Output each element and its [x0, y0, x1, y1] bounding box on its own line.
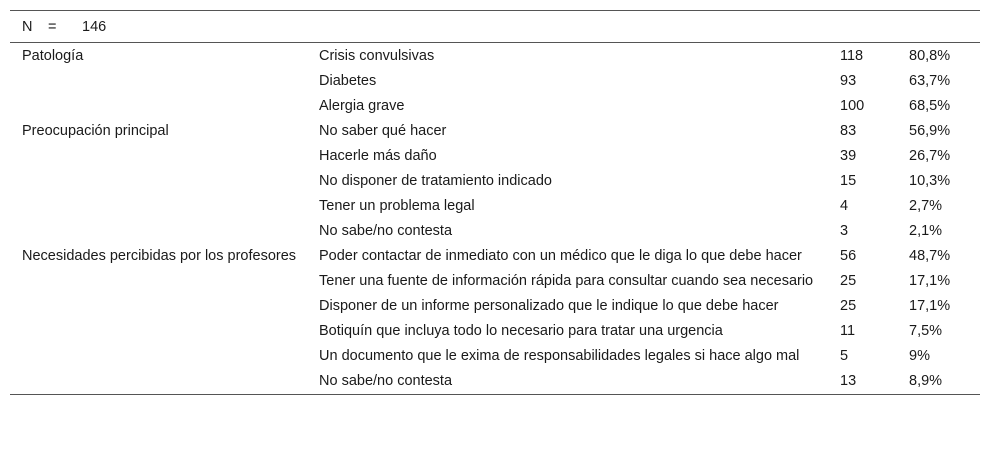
- percent-cell: 2,1%: [909, 223, 943, 239]
- count-cell: 39: [840, 148, 857, 164]
- percent-cell: 9%: [909, 348, 930, 364]
- percent-cell: 63,7%: [909, 73, 951, 89]
- table-row: [10, 69, 989, 94]
- item-cell: Tener un problema legal: [319, 198, 475, 214]
- percent-cell: 56,9%: [909, 123, 951, 139]
- category-cell: [10, 69, 319, 94]
- table-row: [10, 43, 989, 69]
- item-cell: Disponer de un informe personalizado que le indique lo que debe hacer: [319, 298, 779, 314]
- count-cell: 118: [840, 48, 864, 64]
- category-cell: [10, 319, 319, 344]
- category-cell: [10, 269, 319, 294]
- percent-cell: 17,1%: [909, 298, 951, 314]
- table-header: [10, 11, 980, 43]
- table-row: [10, 194, 989, 219]
- item-cell: Diabetes: [319, 73, 377, 89]
- count-cell: 25: [840, 298, 857, 314]
- table-row: [10, 269, 989, 294]
- table-row: [10, 94, 989, 119]
- category-cell: Patología: [22, 48, 84, 64]
- category-cell: [10, 344, 319, 369]
- count-cell: 93: [840, 73, 857, 89]
- equals-sign: =: [48, 18, 57, 35]
- table-row: [10, 119, 989, 144]
- percent-cell: 10,3%: [909, 173, 951, 189]
- category-cell: [10, 219, 319, 244]
- table-body: [10, 43, 989, 394]
- item-cell: No disponer de tratamiento indicado: [319, 173, 552, 189]
- percent-cell: 26,7%: [909, 148, 951, 164]
- table-row: [10, 144, 989, 169]
- table-row: [10, 244, 989, 269]
- category-cell: Preocupación principal: [22, 123, 169, 139]
- table-row: [10, 369, 989, 394]
- percent-cell: 2,7%: [909, 198, 943, 214]
- item-cell: Alergia grave: [319, 98, 405, 114]
- n-value: 146: [82, 18, 107, 35]
- count-cell: 11: [840, 323, 856, 339]
- item-cell: Crisis convulsivas: [319, 48, 435, 64]
- count-cell: 100: [840, 98, 865, 114]
- table-row: [10, 219, 989, 244]
- category-cell: Necesidades percibidas por los profesores: [22, 248, 297, 264]
- count-cell: 5: [840, 348, 849, 364]
- count-cell: 15: [840, 173, 857, 189]
- count-cell: 4: [840, 198, 849, 214]
- item-cell: No sabe/no contesta: [319, 223, 453, 239]
- percent-cell: 68,5%: [909, 98, 951, 114]
- item-cell: Botiquín que incluya todo lo necesario para tratar una urgencia: [319, 323, 723, 339]
- percent-cell: 8,9%: [909, 373, 943, 389]
- count-cell: 25: [840, 273, 857, 289]
- table-row: [10, 169, 989, 194]
- table-row: [10, 294, 989, 319]
- count-cell: 56: [840, 248, 857, 264]
- table-row: [10, 344, 989, 369]
- category-cell: [10, 144, 319, 169]
- item-cell: No sabe/no contesta: [319, 373, 453, 389]
- item-cell: Un documento que le exima de responsabilidades legales si hace algo mal: [319, 348, 800, 364]
- percent-cell: 80,8%: [909, 48, 951, 64]
- category-cell: [10, 94, 319, 119]
- item-cell: Poder contactar de inmediato con un médico que le diga lo que debe hacer: [319, 248, 802, 264]
- item-cell: No saber qué hacer: [319, 123, 447, 139]
- item-cell: Tener una fuente de información rápida para consultar cuando sea necesario: [319, 273, 814, 289]
- category-cell: [10, 294, 319, 319]
- percent-cell: 7,5%: [909, 323, 943, 339]
- percent-cell: 48,7%: [909, 248, 951, 264]
- n-label: N: [22, 18, 33, 35]
- count-cell: 3: [840, 223, 849, 239]
- count-cell: 83: [840, 123, 857, 139]
- count-cell: 13: [840, 373, 857, 389]
- category-cell: [10, 369, 319, 394]
- survey-table: [10, 10, 980, 395]
- table-row: [10, 319, 989, 344]
- item-cell: Hacerle más daño: [319, 148, 437, 164]
- category-cell: [10, 194, 319, 219]
- percent-cell: 17,1%: [909, 273, 951, 289]
- category-cell: [10, 169, 319, 194]
- data-table: [10, 43, 989, 394]
